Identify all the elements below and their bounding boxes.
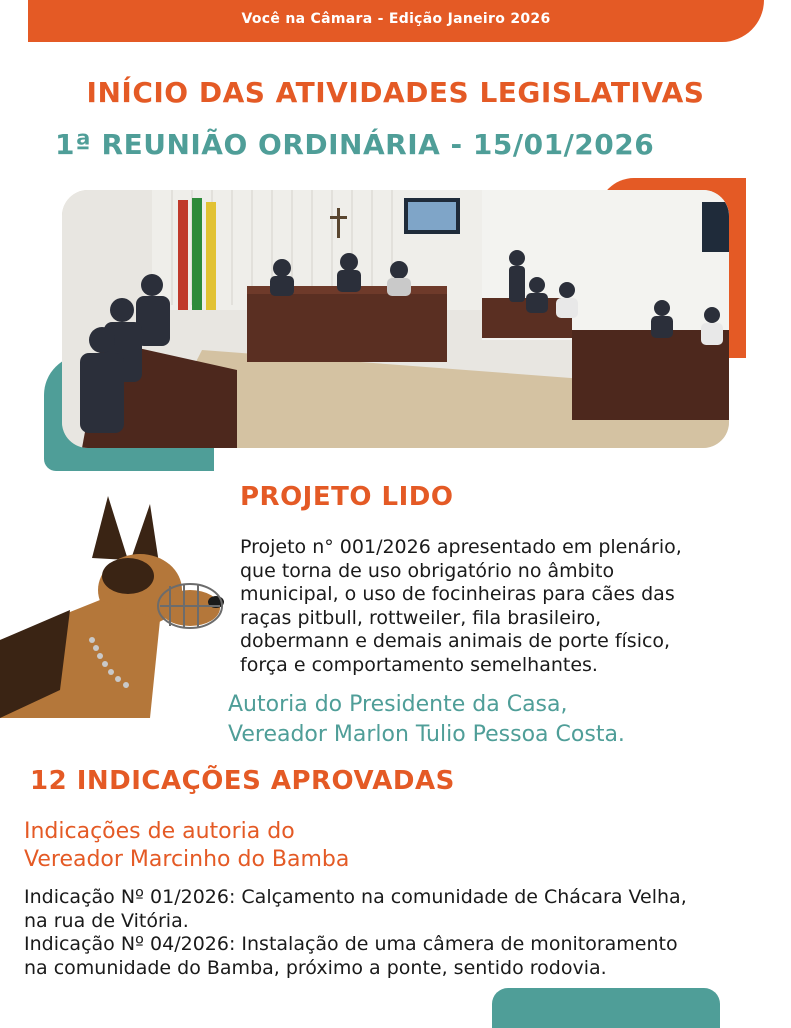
indicacao-line: Indicação Nº 01/2026: Calçamento na comunidade de Chácara Velha, <box>24 886 687 908</box>
indicacoes-list <box>24 886 687 980</box>
projeto-line: Projeto n° 001/2026 apresentado em plenário, <box>240 536 682 558</box>
page-title: INÍCIO DAS ATIVIDADES LEGISLATIVAS <box>86 76 705 109</box>
indicacoes-autoria <box>24 818 349 874</box>
projeto-line: dobermann e demais animais de porte físico, <box>240 630 671 652</box>
plenary-illustration <box>62 190 729 448</box>
autoria-line: Autoria do Presidente da Casa, <box>228 692 568 717</box>
indicacao-line: na comunidade do Bamba, próximo a ponte, sentido rodovia. <box>24 956 607 979</box>
projeto-line: raças pitbull, rottweiler, fila brasileiro, <box>240 606 602 629</box>
german-shepherd-muzzle-icon <box>0 490 230 718</box>
projeto-autoria <box>228 690 625 750</box>
projeto-line: força e comportamento semelhantes. <box>240 653 598 676</box>
autoria-line: Indicações de autoria do <box>24 819 295 844</box>
dog-image <box>0 490 230 718</box>
footer-decoration <box>492 988 720 1028</box>
autoria-line: Vereador Marcinho do Bamba <box>24 847 350 872</box>
projeto-title: PROJETO LIDO <box>240 482 454 512</box>
meeting-subtitle: 1ª REUNIÃO ORDINÁRIA - 15/01/2026 <box>55 128 655 161</box>
indicacao-line: na rua de Vitória. <box>24 909 189 932</box>
edition-label: Você na Câmara - Edição Janeiro 2026 <box>241 11 551 27</box>
projeto-description <box>240 536 682 677</box>
indicacoes-title: 12 INDICAÇÕES APROVADAS <box>30 766 455 796</box>
session-photo <box>62 190 729 448</box>
autoria-line: Vereador Marlon Tulio Pessoa Costa. <box>228 722 625 747</box>
indicacao-line: Indicação Nº 04/2026: Instalação de uma câmera de monitoramento <box>24 933 678 955</box>
projeto-line: municipal, o uso de focinheiras para cães das <box>240 583 675 605</box>
projeto-line: que torna de uso obrigatório no âmbito <box>240 559 615 582</box>
